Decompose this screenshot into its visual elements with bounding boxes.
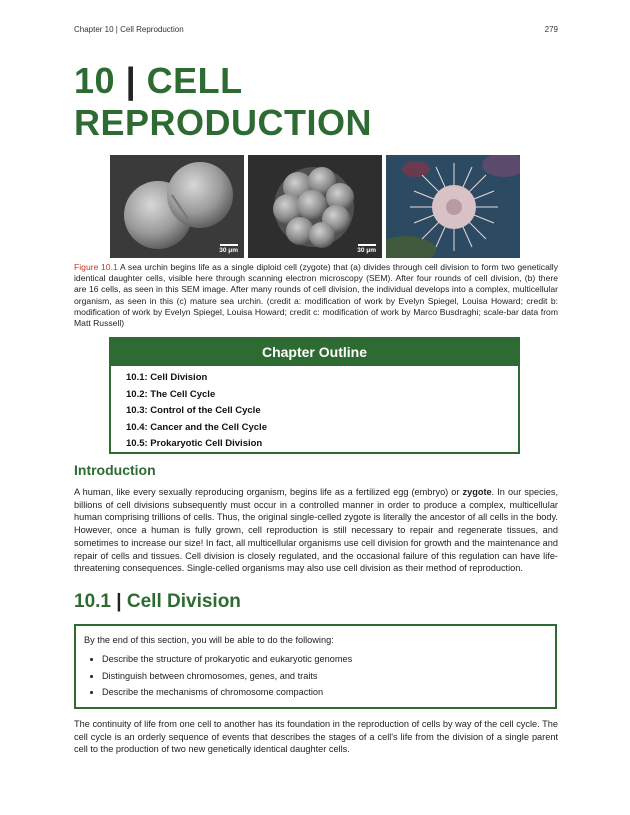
figure-caption — [74, 262, 558, 329]
running-head — [74, 25, 558, 34]
chapter-title-line1: CELL — [146, 60, 243, 101]
introduction-heading: Introduction — [74, 462, 156, 478]
title-separator: | — [125, 60, 137, 101]
running-head-chapter: Chapter 10 | Cell Reproduction — [74, 25, 184, 34]
figure-caption-text: A sea urchin begins life as a single diploid cell (zygote) that (a) divides through cell division to form two genetically identical daughter cells, visible here through scanning electron microscopy (SEM). After four rounds of cell division, (b) there are 16 cells, as seen in this SEM image. After many rounds of cell division, the individual develops into a complex, multicellular organism, as seen in this (c) mature sea urchin. (credit a: modification of work by Evelyn Spiegel, Louisa Howard; credit b: modification of work by Evelyn Spiegel, Louisa Howard; credit c: modification of work by Marco Busdraghi; scale-bar data from Matt Russell) — [74, 262, 558, 329]
scale-bar-a: 30 μm — [219, 244, 238, 254]
introduction-paragraph: A human, like every sexually reproducing organism, begins life as a fertilized egg (embryo) or zygote. In our species, billions of cell divisions subsequently must occur in a controlled manner in order to produce a complex, multicellular human comprising trillions of cells. Thus, the original single-celled zygote is literally the ancestor of all cells in the body. However, once a human is fully grown, cell reproduction is still necessary to repair and regenerate tissues, and sometimes to increase our size! In fact, all multicellular organisms use cell division for growth and the maintenance and repair of cells and tissues. Cell division is closely regulated, and the occasional failure of this regulation can have life-threatening consequences. Single-celled organisms may also use cell division as their method of reproduction. — [74, 487, 559, 574]
figure-label: Figure 10.1 — [74, 262, 118, 272]
section-number: 10.1 — [74, 591, 111, 612]
section-separator: | — [116, 591, 122, 612]
outline-item[interactable]: 10.1: Cell Division — [126, 372, 208, 383]
chapter-outline-title: Chapter Outline — [111, 339, 518, 366]
page-number: 279 — [544, 25, 558, 34]
outline-item[interactable]: 10.4: Cancer and the Cell Cycle — [126, 421, 267, 433]
learning-objectives-intro: By the end of this section, you will be able to do the following: — [84, 635, 334, 645]
outline-item[interactable]: 10.3: Control of the Cell Cycle — [126, 405, 261, 417]
objective-item: • Describe the structure of prokaryotic and eukaryotic genomes — [102, 651, 555, 668]
figure-image-sea-urchin — [386, 155, 520, 258]
objective-item: • Distinguish between chromosomes, genes, and traits — [102, 668, 555, 685]
scale-bar-b: 30 μm — [357, 244, 376, 254]
figure-image-two-cell-embryo — [110, 155, 244, 258]
key-term-zygote: zygote — [462, 487, 492, 497]
section-title — [74, 591, 241, 613]
section-name: Cell Division — [126, 591, 241, 612]
outline-item[interactable]: 10.5: Prokaryotic Cell Division — [126, 438, 263, 450]
chapter-title — [74, 60, 372, 144]
chapter-number: 10 — [74, 60, 116, 101]
figure-image-sixteen-cell-embryo — [248, 155, 382, 258]
figure-images — [110, 155, 520, 258]
learning-objectives — [74, 624, 557, 709]
objective-item: • Describe the mechanisms of chromosome compaction — [102, 684, 555, 701]
chapter-title-line2: REPRODUCTION — [74, 102, 373, 143]
section-paragraph: The continuity of life from one cell to another has its foundation in the reproduction of cells by way of the cell cycle. The cell cycle is an orderly sequence of events that describes the stages of a cell's life from the division of a single parent cell to the production of two new genetically identical daughter cells. — [74, 719, 558, 755]
chapter-outline — [109, 337, 520, 454]
outline-item[interactable]: 10.2: The Cell Cycle — [126, 388, 216, 400]
